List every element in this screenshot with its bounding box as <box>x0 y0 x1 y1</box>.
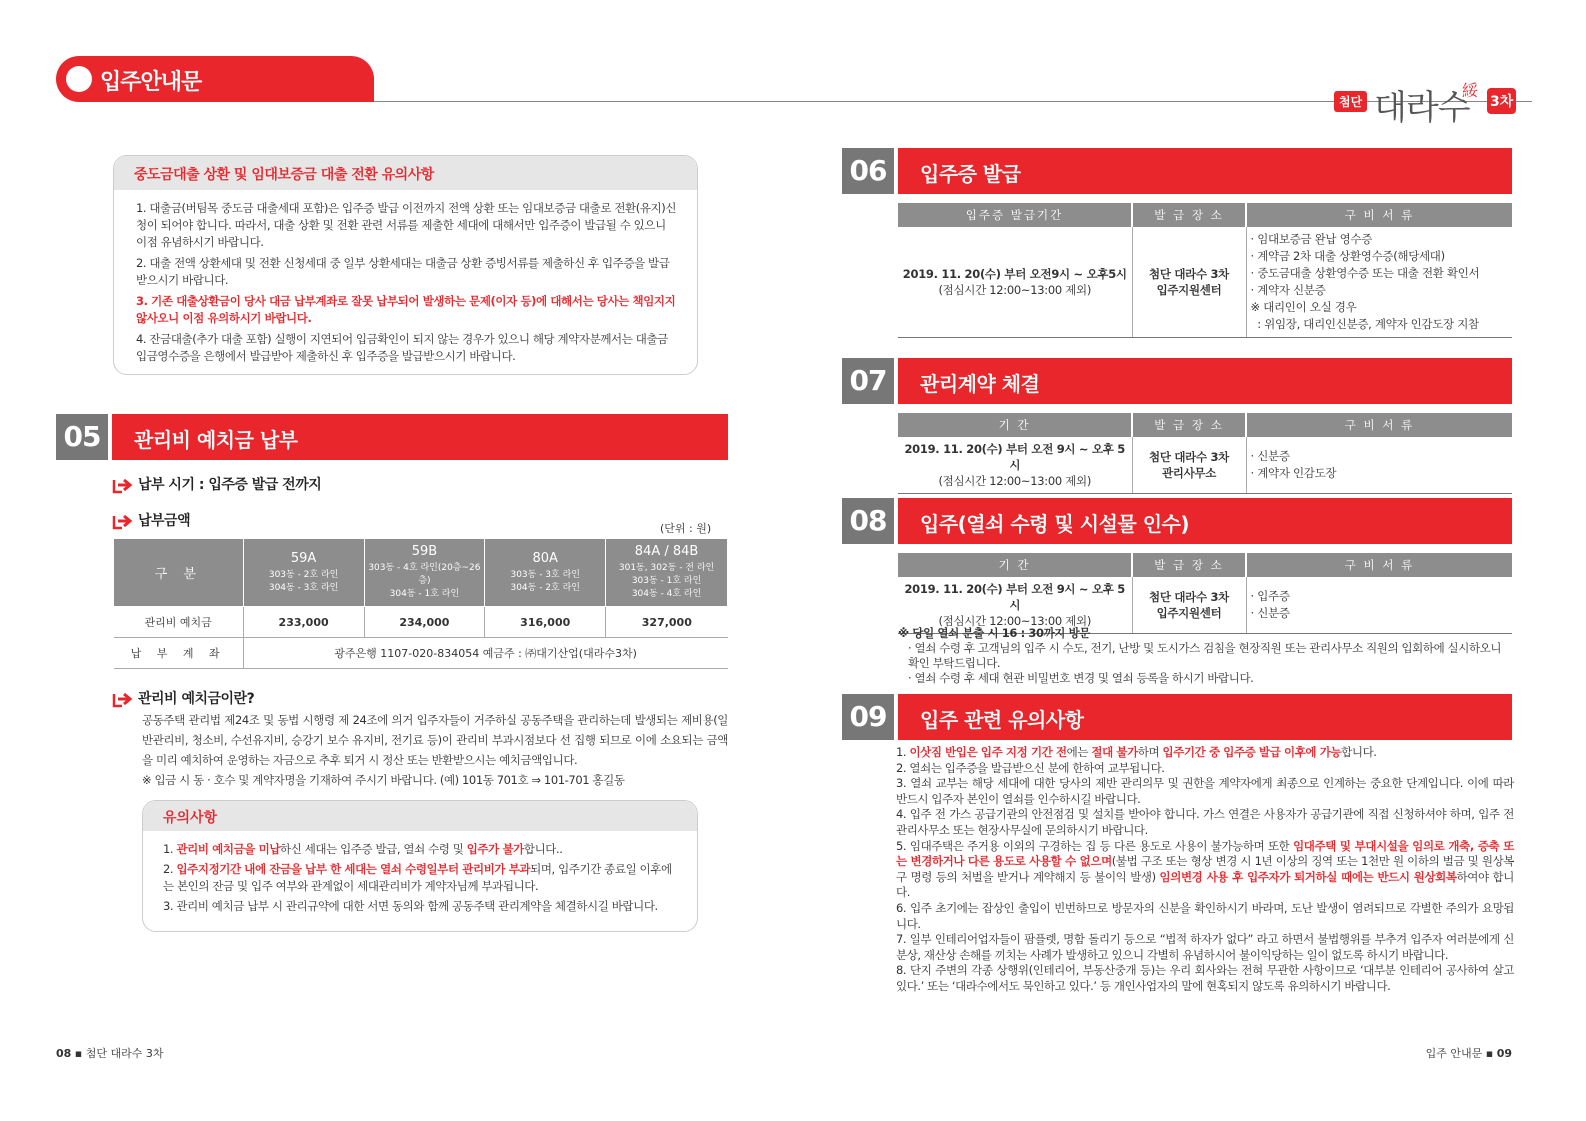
id-issuance-table <box>898 203 1512 338</box>
logo-badge: 첨단 <box>1334 91 1367 112</box>
bank-account: 광주은행 1107-020-834054 예금주 : ㈜대기산업(대라수3차) <box>243 638 727 669</box>
logo-sub: 綏 <box>1462 81 1479 100</box>
table-header-80a: 80A 303동 - 3호 라인 304동 - 2호 라인 <box>485 539 606 607</box>
section-08-header <box>842 498 1512 544</box>
table-header-corner: 구 분 <box>114 539 244 607</box>
payment-timing <box>112 474 321 494</box>
place-cell: 첨단 대라수 3차 관리사무소 <box>1132 437 1246 494</box>
period-cell: 2019. 11. 20(수) 부터 오전 9시 ~ 오후 5시 (점심시간 12:00~13:00 제외) <box>898 437 1132 494</box>
list-item: 8. 단지 주변의 각종 상행위(인테리어, 부동산중개 등)는 우리 회사와는 전혀 무관한 사항이므로 ‘대부분 인테리어 공사하여 살고 있다.’ 또는 ‘대라수에서도 묵인하고 있다.’ 등 개인사업자의 말에 현혹되지 않도록 유의하시기 바랍니다. <box>896 963 1514 993</box>
page-number-left: 08 <box>56 1047 72 1060</box>
footer-right: 입주 안내문 ▪ 09 <box>1425 1047 1512 1060</box>
loan-caution-list <box>114 190 697 365</box>
move-in-table <box>898 553 1512 634</box>
list-item: 1. 이삿짐 반입은 입주 지정 기간 전에는 절대 불가하며 입주기간 중 입주증 발급 이후에 가능합니다. <box>896 745 1377 759</box>
list-item: 3. 관리비 예치금 납부 시 관리규약에 대한 서면 동의와 함께 공동주택 관리계약을 체결하시길 바랍니다. <box>163 899 658 913</box>
management-contract-table <box>898 413 1512 494</box>
section-05-header <box>56 414 728 460</box>
table-row <box>898 227 1512 338</box>
docs-cell: · 신분증 · 계약자 인감도장 <box>1246 437 1512 494</box>
list-item: 1. 대출금(버팀목 중도금 대출세대 포함)은 입주증 발급 이전까지 전액 상환 또는 임대보증금 대출로 전환(유지)신청이 되어야 합니다. 따라서, 대출 상환 및 전환 관련 서류를 제출한 세대에 대해서만 입주증이 발급될 수 있으니 이점 유념하시기 바랍니다. <box>136 201 677 249</box>
section-title: 입주증 발급 <box>898 148 1512 194</box>
footer-left-text: 첨단 대라수 3차 <box>85 1047 164 1060</box>
section-number: 05 <box>56 414 108 460</box>
key-notes <box>898 626 1512 686</box>
list-item: 4. 입주 전 가스 공급기관의 안전점검 및 설치를 받아야 합니다. 가스 연결은 사용자가 공급기관에 직접 신청하셔야 하며, 입주 전 관리사무소 또는 현장사무실에 문의하시기 바랍니다. <box>896 807 1514 837</box>
section-title: 입주 관련 유의사항 <box>898 694 1512 740</box>
arrow-icon <box>112 512 134 530</box>
unit-label: (단위 : 원) <box>660 522 712 535</box>
list-item: 7. 일부 인테리어업자들이 팜플렛, 명함 돌리기 등으로 “법적 하자가 없다” 라고 하면서 불법행위를 부추겨 입주자 여러분에게 신분상, 재산상 손해를 끼치는 사례가 발생하고 있으니 각별히 유념하시어 불이익당하는 일이 없도록 하시기 바랍니다. <box>896 932 1514 962</box>
list-item: 2. 대출 전액 상환세대 및 전환 신청세대 중 일부 상환세대는 대출금 상환 증빙서류를 제출하신 후 입주증을 발급받으시기 바랍니다. <box>136 256 670 287</box>
table-header: 구 비 서 류 <box>1246 203 1512 227</box>
deposit-notes-title: 유의사항 <box>143 801 697 831</box>
table-row <box>898 553 1512 577</box>
move-in-notes-list <box>896 745 1514 995</box>
docs-cell: · 입주증 · 신분증 <box>1246 577 1512 634</box>
key-note-title: ※ 당일 열쇠 분출 시 16 : 30까지 방문 <box>898 626 1091 640</box>
section-title: 입주(열쇠 수령 및 시설물 인수) <box>898 498 1512 544</box>
table-header: 입주증 발급기간 <box>898 203 1132 227</box>
table-row <box>114 607 728 638</box>
table-header-59b: 59B 303동 - 4호 라인(20층~26층) 304동 - 1호 라인 <box>364 539 485 607</box>
fee-59b: 234,000 <box>364 607 485 638</box>
header-dot-icon <box>66 66 92 92</box>
table-header-84ab: 84A / 84B 301동, 302동 - 전 라인 303동 - 1호 라인 304동 - 4호 라인 <box>606 539 728 607</box>
table-header: 발 급 장 소 <box>1132 553 1246 577</box>
list-item: 1. 관리비 예치금을 미납하신 세대는 입주증 발급, 열쇠 수령 및 입주가 불가합니다.. <box>163 842 563 856</box>
footer-left: 08 ▪ 첨단 대라수 3차 <box>56 1047 164 1060</box>
row-label: 납 부 계 좌 <box>114 638 244 669</box>
payment-timing-text: 납부 시기 : 입주증 발급 전까지 <box>138 477 322 493</box>
deposit-note: ※ 입금 시 동 · 호수 및 계약자명을 기재하여 주시기 바랍니다. (예) 101동 701호 ⇒ 101-701 홍길동 <box>142 773 625 787</box>
arrow-icon <box>112 690 134 708</box>
deposit-fee-table <box>113 538 728 669</box>
section-number: 09 <box>842 694 894 740</box>
logo-main: 대라수 <box>1374 88 1470 128</box>
section-07-header <box>842 358 1512 404</box>
list-item: 2. 입주지정기간 내에 잔금을 납부 한 세대는 열쇠 수령일부터 관리비가 부과되며, 입주기간 종료일 이후에는 본인의 잔금 및 입주 여부와 관계없이 세대관리비가 계약자님께 부과됩니다. <box>163 862 672 893</box>
section-06-header <box>842 148 1512 194</box>
table-header-59a: 59A 303동 - 2호 라인 304동 - 3호 라인 <box>243 539 364 607</box>
deposit-notes-box <box>142 800 698 932</box>
key-note-2: · 열쇠 수령 후 세대 현관 비밀번호 변경 및 열쇠 등록을 하시기 바랍니다. <box>908 671 1254 685</box>
section-title: 관리계약 체결 <box>898 358 1512 404</box>
page-title: 입주안내문 <box>100 70 202 95</box>
section-09-header <box>842 694 1512 740</box>
period-cell: 2019. 11. 20(수) 부터 오전9시 ~ 오후5시 (점심시간 12:00~13:00 제외) <box>898 227 1132 338</box>
loan-caution-title: 중도금대출 상환 및 임대보증금 대출 전환 유의사항 <box>114 156 697 190</box>
key-note-1: · 열쇠 수령 후 고객님의 입주 시 수도, 전기, 난방 및 도시가스 검침을 현장직원 또는 관리사무소 직원의 입회하에 실시하오니 확인 부탁드립니다. <box>908 641 1502 670</box>
place-cell: 첨단 대라수 3차 입주지원센터 <box>1132 577 1246 634</box>
fee-59a: 233,000 <box>243 607 364 638</box>
page-number-right: 09 <box>1496 1047 1512 1060</box>
section-title: 관리비 예치금 납부 <box>112 414 728 460</box>
table-header: 구 비 서 류 <box>1246 553 1512 577</box>
list-item: 5. 임대주택은 주거용 이외의 구경하는 집 등 다른 용도로 사용이 불가능하며 또한 임대주택 및 부대시설을 임의로 개축, 증축 또는 변경하거나 다른 용도로 사용할 수 없으며(불법 구조 또는 형상 변경 시 1년 이상의 징역 또는 1천만 원 이하의 벌금 및 원상복구 명령 등의 처벌을 받거나 계약해지 등 불이익 발생) 임의변경 사용 후 입주자가 퇴거하실 때에는 반드시 원상회복하여야 합니다. <box>896 838 1514 900</box>
header-title-bar <box>56 56 374 102</box>
table-row <box>898 413 1512 437</box>
list-item: 6. 입주 초기에는 잡상인 출입이 빈번하므로 방문자의 신분을 확인하시기 바라며, 도난 발생이 염려되므로 각별한 주의가 요망됩니다. <box>896 900 1514 931</box>
table-header: 기 간 <box>898 413 1132 437</box>
table-row <box>114 539 728 607</box>
loan-caution-box <box>113 155 698 375</box>
table-row <box>114 638 728 669</box>
deposit-what-text: 관리비 예치금이란? <box>138 691 255 707</box>
section-number: 08 <box>842 498 894 544</box>
place-cell: 첨단 대라수 3차 입주지원센터 <box>1132 227 1246 338</box>
deposit-description: 공동주택 관리법 제24조 및 동법 시행령 제 24조에 의거 입주자들이 거주하실 공동주택을 관리하는데 발생되는 제비용(일반관리비, 청소비, 수선유지비, 승강기 보수 유지비, 전기료 등)이 관리비 부과시점보다 선 집행 되므로 이에 소요되는 금액을 미리 예치하여 운영하는 자금으로 추후 퇴거 시 정산 또는 반환받으시는 예치금액입니다. <box>142 713 728 767</box>
table-row <box>898 203 1512 227</box>
deposit-what-heading <box>112 688 254 708</box>
payment-amount-text: 납부금액 <box>138 513 191 529</box>
footer-right-text: 입주 안내문 <box>1425 1047 1483 1060</box>
arrow-icon <box>112 476 134 494</box>
table-header: 발 급 장 소 <box>1132 413 1246 437</box>
payment-amount-heading <box>112 510 190 530</box>
table-header: 발 급 장 소 <box>1132 203 1246 227</box>
section-number: 07 <box>842 358 894 404</box>
table-header: 구 비 서 류 <box>1246 413 1512 437</box>
list-item: 2. 열쇠는 입주증을 발급받으신 분에 한하여 교부됩니다. <box>896 760 1165 775</box>
row-label: 관리비 예치금 <box>114 607 244 638</box>
deposit-notes-list <box>143 831 697 915</box>
list-item: 3. 기존 대출상환금이 당사 대금 납부계좌로 잘못 납부되어 발생하는 문제(이자 등)에 대해서는 당사는 책임지지 않사오니 이점 유의하시기 바랍니다. <box>136 294 676 325</box>
list-item: 3. 열쇠 교부는 해당 세대에 대한 당사의 제반 관리의무 및 권한을 계약자에게 최종으로 인계하는 중요한 단계입니다. 이에 따라 반드시 입주자 본인이 열쇠를 인수하시길 바랍니다. <box>896 776 1514 806</box>
period-cell: 2019. 11. 20(수) 부터 오전 9시 ~ 오후 5시 (점심시간 12:00~13:00 제외) <box>898 577 1132 634</box>
list-item: 4. 잔금대출(추가 대출 포함) 실행이 지연되어 입금확인이 되지 않는 경우가 있으니 해당 계약자분께서는 대출금 입금영수증을 은행에서 발급받아 제출하신 후 입주증을 발급받으시기 바랍니다. <box>136 332 668 363</box>
table-row <box>898 437 1512 494</box>
docs-cell: · 임대보증금 완납 영수증 · 계약금 2차 대출 상환영수증(해당세대) · 중도금대출 상환영수증 또는 대출 전환 확인서 · 계약자 신분증 ※ 대리인이 오실 경우 : 위임장, 대리인신분증, 계약자 인감도장 지참 <box>1246 227 1512 338</box>
section-number: 06 <box>842 148 894 194</box>
fee-80a: 316,000 <box>485 607 606 638</box>
fee-84ab: 327,000 <box>606 607 728 638</box>
table-header: 기 간 <box>898 553 1132 577</box>
logo-number: 3차 <box>1487 88 1516 114</box>
